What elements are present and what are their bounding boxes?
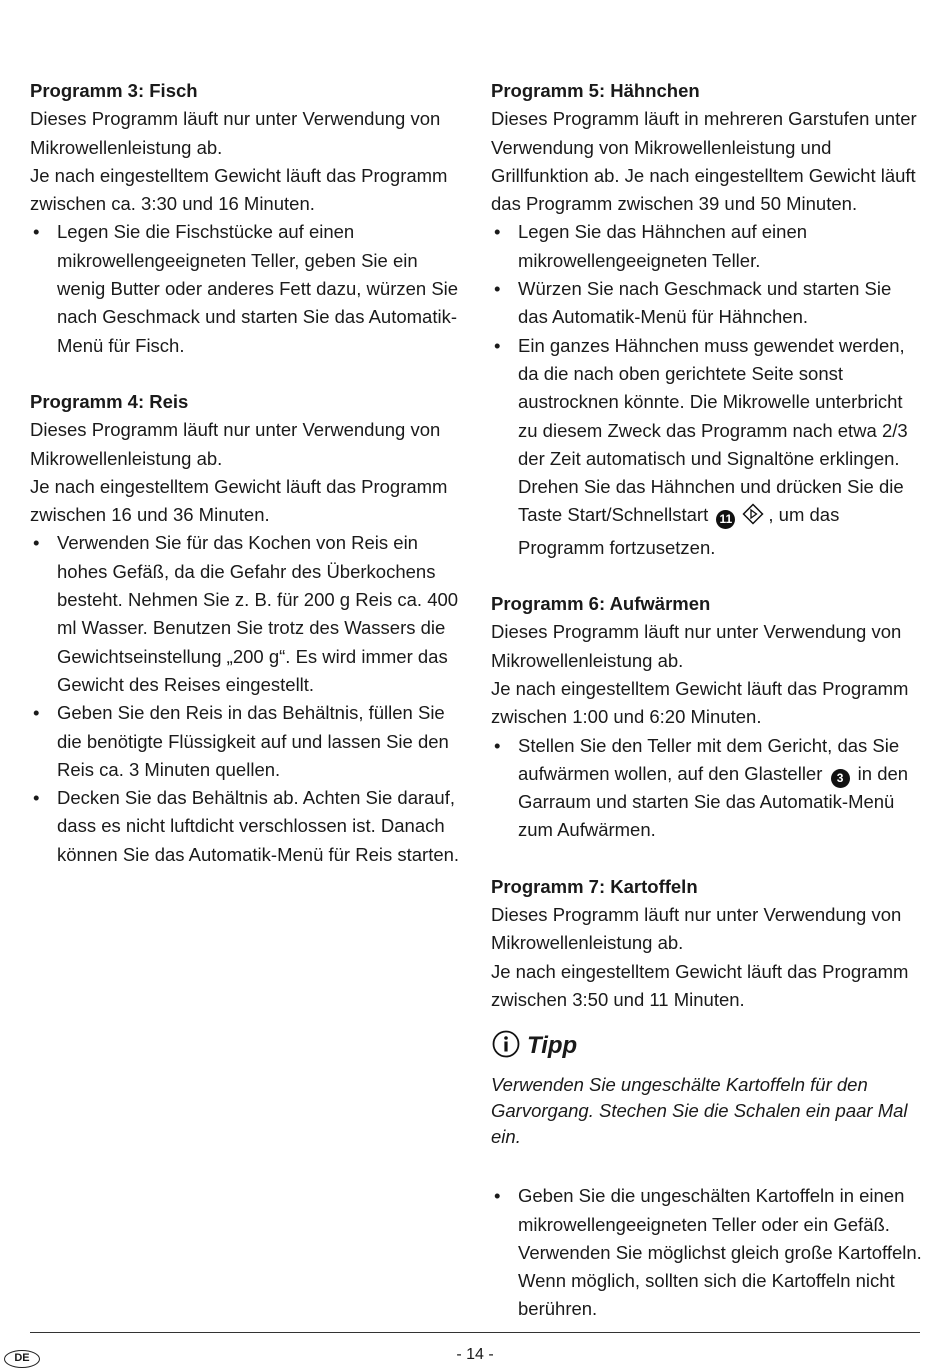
bullet-item: • Legen Sie die Fischstücke auf einen mikrowellengeeigneten Teller, geben Sie ein wenig Butter oder anderes Fett dazu, würzen Sie nach Geschmack und starten Sie das Automatik-Menü für Fisch.	[30, 218, 462, 359]
left-column	[30, 77, 462, 897]
bullet-text: , um das Programm fortzusetzen.	[518, 504, 840, 558]
paragraph: Je nach eingestelltem Gewicht läuft das Programm zwischen 1:00 und 6:20 Minuten.	[491, 677, 909, 728]
bullet-item: • Verwenden Sie für das Kochen von Reis ein hohes Gefäß, da die Gefahr des Überkochens besteht. Nehmen Sie z. B. für 200 g Reis ca. 400 ml Wasser. Benutzen Sie trotz des Wassers die Gewichtseinstellung „200 g“. Es wird immer das Gewicht des Reises eingestellt.	[30, 529, 462, 699]
paragraph: Dieses Programm läuft in mehreren Garstufen unter Verwendung von Mikrowellenleistung und Grillfunktion ab. Je nach eingestelltem Gewicht läuft das Programm zwischen 39 und 50 Minuten.	[491, 108, 917, 215]
page-number: - 14 -	[456, 1346, 494, 1363]
section-heading: Programm 6: Aufwärmen	[491, 593, 711, 615]
section-heading: Programm 7: Kartoffeln	[491, 875, 698, 897]
bullet-item: • Decken Sie das Behältnis ab. Achten Sie darauf, dass es nicht luftdicht verschlossen ist. Danach können Sie das Automatik-Menü für Reis starten.	[30, 784, 462, 869]
footer-divider	[30, 1332, 920, 1333]
start-button-icon	[742, 503, 764, 533]
bullet-item	[491, 332, 923, 562]
language-badge: DE	[4, 1350, 40, 1368]
bullet-text: Stellen Sie den Teller mit dem Gericht, das Sie aufwärmen wollen, auf den Glasteller	[518, 734, 900, 784]
control-number-badge: 3	[831, 769, 850, 788]
bullet-list	[30, 218, 462, 359]
section-heading: Programm 4: Reis	[30, 390, 189, 412]
section-heading: Programm 3: Fisch	[30, 80, 198, 101]
control-number-badge: 11	[716, 510, 735, 529]
paragraph: Je nach eingestelltem Gewicht läuft das Programm zwischen 3:50 und 11 Minuten.	[491, 960, 909, 1010]
section-programm-7	[491, 873, 923, 1014]
paragraph: Dieses Programm läuft nur unter Verwendung von Mikrowellenleistung ab.	[30, 108, 441, 158]
right-column	[491, 77, 923, 1324]
bullet-list	[491, 1182, 923, 1323]
section-programm-4	[30, 388, 462, 869]
paragraph: Dieses Programm läuft nur unter Verwendung von Mikrowellenleistung ab.	[30, 419, 441, 469]
bullet-item: • Legen Sie das Hähnchen auf einen mikrowellengeeigneten Teller.	[491, 218, 923, 275]
section-heading: Programm 5: Hähnchen	[491, 80, 700, 101]
bullet-item: • Würzen Sie nach Geschmack und starten Sie das Automatik-Menü für Hähnchen.	[491, 275, 923, 332]
tip-header	[491, 1028, 923, 1064]
section-programm-6	[491, 590, 923, 845]
bullet-text: Ein ganzes Hähnchen muss gewendet werden, da die nach oben gerichtete Seite sonst austrocknen könnte. Die Mikrowelle unterbricht zu diesem Zweck das Programm nach etwa 2/3 der Zeit automatisch und Signaltöne erklingen. Drehen Sie das Hähnchen und drücken Sie die Taste Start/Schnellstart	[518, 334, 908, 526]
paragraph: Je nach eingestelltem Gewicht läuft das Programm zwischen 16 und 36 Minuten.	[30, 475, 448, 526]
tip-text: Verwenden Sie ungeschälte Kartoffeln für den Garvorgang. Stechen Sie die Schalen ein paar Mal ein.	[491, 1074, 908, 1148]
bullet-item: • Geben Sie die ungeschälten Kartoffeln in einen mikrowellengeeigneten Teller oder ein Gefäß. Verwenden Sie möglichst gleich große Kartoffeln. Wenn möglich, sollten sich die Kartoffeln nicht berühren.	[491, 1182, 923, 1323]
bullet-list	[491, 732, 923, 845]
bullet-list	[491, 218, 923, 562]
bullet-list	[30, 529, 462, 869]
tip-title: Tipp	[527, 1032, 578, 1060]
paragraph: Je nach eingestelltem Gewicht läuft das Programm zwischen ca. 3:30 und 16 Minuten.	[30, 164, 448, 215]
section-programm-3	[30, 77, 462, 360]
info-icon	[491, 1029, 521, 1064]
bullet-item	[491, 732, 923, 845]
paragraph: Dieses Programm läuft nur unter Verwendung von Mikrowellenleistung ab.	[491, 904, 902, 954]
section-programm-5	[491, 77, 923, 562]
paragraph: Dieses Programm läuft nur unter Verwendung von Mikrowellenleistung ab.	[491, 621, 902, 671]
bullet-item: • Geben Sie den Reis in das Behältnis, füllen Sie die benötigte Flüssigkeit auf und lassen Sie den Reis ca. 3 Minuten quellen.	[30, 699, 462, 784]
bullet-text: in den Garraum und starten Sie das Automatik-Menü zum Aufwärmen.	[518, 762, 909, 841]
